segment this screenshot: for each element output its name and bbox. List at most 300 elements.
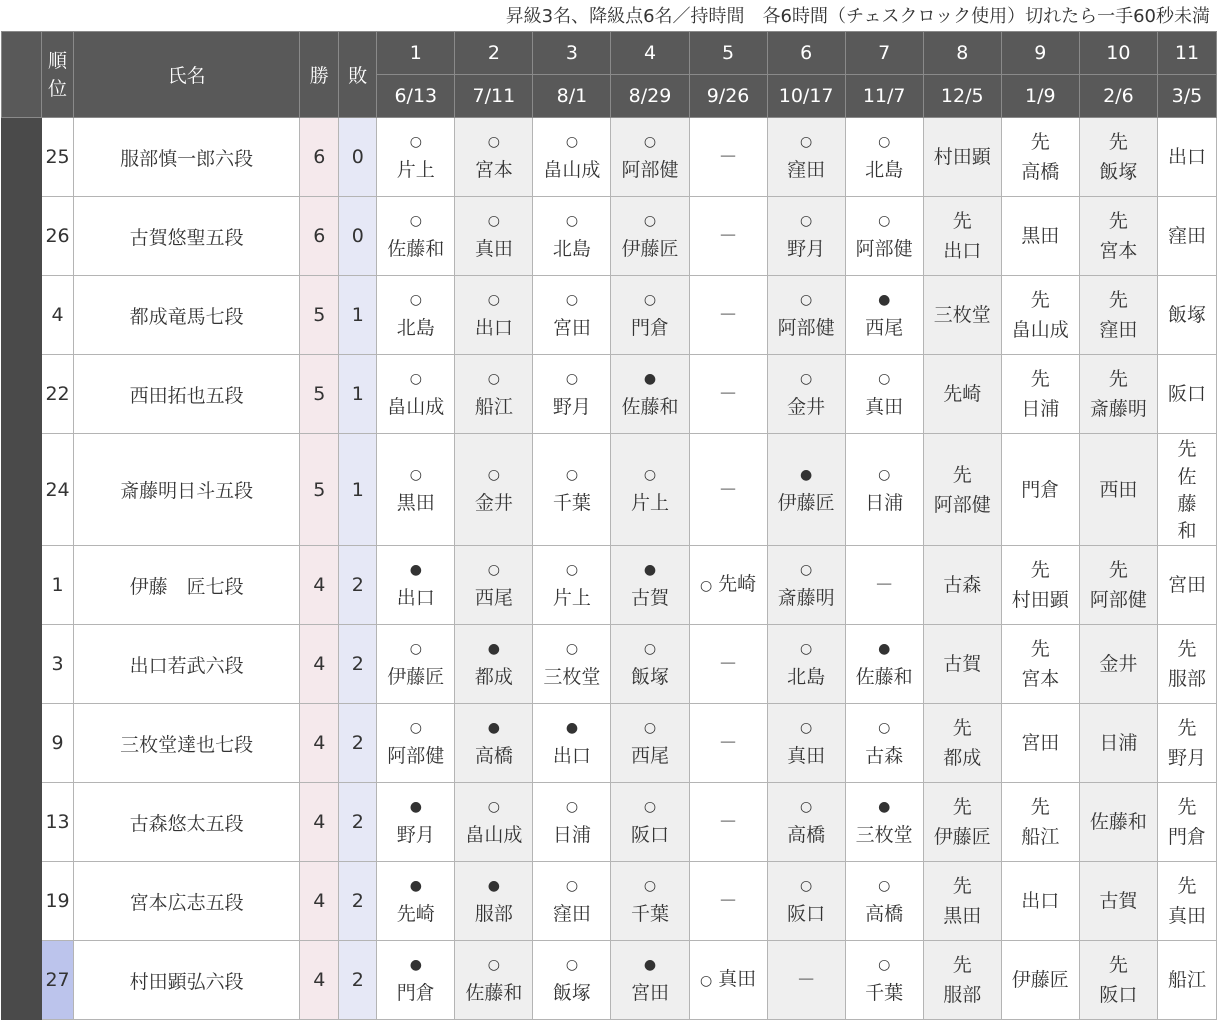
game-cell	[1079, 625, 1157, 704]
player-name: 三枚堂達也七段	[74, 704, 300, 783]
table-row	[2, 862, 1217, 941]
header-losses: 敗	[339, 32, 377, 118]
sente-mark: 先	[1108, 210, 1128, 232]
opponent-name: 真田	[474, 238, 513, 260]
game-cell	[689, 783, 767, 862]
rank-cell: 22	[42, 355, 74, 434]
game-cell	[923, 625, 1001, 704]
game-cell	[767, 355, 845, 434]
header-date-9: 1/9	[1001, 75, 1079, 118]
table-row	[2, 704, 1217, 783]
bye-dash: －	[796, 969, 816, 991]
header-round-9: 9	[1001, 32, 1079, 75]
game-cell	[689, 704, 767, 783]
game-cell	[377, 625, 455, 704]
bye-dash: －	[718, 811, 738, 833]
game-cell	[923, 783, 1001, 862]
table-row	[2, 546, 1217, 625]
wins-cell: 4	[300, 862, 339, 941]
result-mark: ○	[565, 641, 579, 657]
opponent-name: 先崎	[943, 383, 982, 405]
opponent-name: 宮本	[1099, 240, 1138, 262]
game-cell	[455, 625, 533, 704]
header-date-8: 12/5	[923, 75, 1001, 118]
opponent-name: 斎藤明	[777, 587, 835, 609]
opponent-name: 飯塚	[552, 982, 591, 1004]
losses-cell: 2	[339, 546, 377, 625]
rank-cell: 9	[42, 704, 74, 783]
sente-mark: 先	[1030, 131, 1050, 153]
game-cell	[1001, 434, 1079, 546]
game-cell	[767, 704, 845, 783]
game-cell	[767, 783, 845, 862]
opponent-name: 先崎	[396, 903, 435, 925]
opponent-name: 西尾	[474, 587, 513, 609]
result-mark: ○	[643, 720, 657, 736]
header-rank-line2: 位	[48, 77, 68, 100]
result-mark: ○	[565, 292, 579, 308]
sente-mark: 先	[1177, 438, 1197, 460]
row-side-cell	[2, 625, 42, 704]
result-mark: ●	[878, 292, 891, 308]
game-cell	[1079, 862, 1157, 941]
opponent-name: 門倉	[1167, 826, 1206, 848]
sente-mark: 先	[952, 796, 972, 818]
game-cell	[377, 276, 455, 355]
row-side-cell	[2, 704, 42, 783]
header-round-2: 2	[455, 32, 533, 75]
result-mark: ○	[643, 466, 657, 483]
sente-mark: 先	[1108, 954, 1128, 976]
result-mark: ○	[487, 466, 500, 483]
header-date-7: 11/7	[845, 75, 923, 118]
opponent-name: 飯塚	[1167, 304, 1206, 326]
opponent-name: 金井	[787, 396, 826, 418]
opponent-name: 畠山成	[465, 824, 523, 846]
game-cell	[1079, 197, 1157, 276]
game-cell	[689, 276, 767, 355]
opponent-name: 門倉	[396, 982, 435, 1004]
opponent-name: 斎藤明	[1089, 398, 1147, 420]
sente-mark: 先	[1108, 131, 1128, 153]
game-cell	[767, 625, 845, 704]
row-side-cell	[2, 355, 42, 434]
game-cell	[845, 276, 923, 355]
result-mark: ○	[409, 213, 422, 229]
header-date-4: 8/29	[611, 75, 689, 118]
game-cell	[845, 546, 923, 625]
game-cell	[1001, 197, 1079, 276]
game-cell	[1157, 546, 1216, 625]
losses-cell: 2	[339, 704, 377, 783]
sente-mark: 先	[952, 463, 972, 486]
game-cell	[923, 704, 1001, 783]
losses-cell: 0	[339, 197, 377, 276]
opponent-name: 阿部健	[1089, 589, 1147, 611]
bye-dash: －	[718, 304, 738, 326]
opponent-name: 北島	[396, 317, 435, 339]
game-cell	[845, 704, 923, 783]
opponent-name: 畠山成	[543, 159, 601, 181]
game-cell	[1157, 276, 1216, 355]
rank-cell: 13	[42, 783, 74, 862]
opponent-name: 野月	[396, 824, 435, 846]
opponent-name: 高橋	[787, 824, 826, 846]
opponent-name: 真田	[1167, 905, 1206, 927]
game-cell	[611, 862, 689, 941]
opponent-name: 阿部健	[777, 317, 835, 339]
opponent-name: 村田顕	[1011, 589, 1069, 611]
game-cell	[455, 276, 533, 355]
result-mark: ●	[487, 878, 500, 894]
result-mark: ○	[643, 292, 657, 308]
opponent-name: 宮本	[474, 159, 513, 181]
opponent-name: 窪田	[1099, 319, 1138, 341]
game-cell	[1001, 355, 1079, 434]
header-round-3: 3	[533, 32, 611, 75]
result-mark: ○	[800, 292, 813, 308]
game-cell	[455, 197, 533, 276]
opponent-name: 高橋	[474, 745, 513, 767]
game-cell	[455, 704, 533, 783]
header-date-1: 6/13	[377, 75, 455, 118]
game-cell	[377, 546, 455, 625]
result-mark: ○	[487, 134, 500, 150]
game-cell	[533, 118, 611, 197]
sente-mark: 先	[1030, 638, 1050, 660]
game-cell	[611, 783, 689, 862]
result-mark: ○	[487, 292, 500, 308]
game-cell	[1079, 546, 1157, 625]
result-mark: ○	[643, 799, 657, 815]
wins-cell: 5	[300, 276, 339, 355]
opponent-name: 野月	[1167, 747, 1206, 769]
game-cell	[377, 355, 455, 434]
opponent-name: 日浦	[552, 824, 591, 846]
opponent-name: 船江	[474, 396, 513, 418]
result-mark: ○	[487, 371, 500, 387]
result-mark: ○	[643, 134, 657, 150]
opponent-name: 真田	[865, 396, 904, 418]
game-cell	[923, 197, 1001, 276]
result-mark: ○	[878, 213, 891, 229]
opponent-name: 服部	[1167, 668, 1206, 690]
opponent-name-char: 藤	[1177, 493, 1197, 515]
header-date-11: 3/5	[1157, 75, 1216, 118]
opponent-name: 出口	[552, 745, 591, 767]
sente-mark: 先	[952, 717, 972, 739]
game-cell	[611, 704, 689, 783]
opponent-name: 船江	[1021, 826, 1060, 848]
opponent-name: 日浦	[1099, 732, 1138, 754]
losses-cell: 2	[339, 783, 377, 862]
game-cell	[845, 434, 923, 546]
opponent-name: 門倉	[1021, 478, 1060, 501]
losses-cell: 2	[339, 625, 377, 704]
opponent-name: 佐藤和	[1089, 811, 1147, 833]
game-cell	[533, 355, 611, 434]
game-cell	[1157, 197, 1216, 276]
game-cell	[533, 783, 611, 862]
wins-cell: 4	[300, 546, 339, 625]
game-cell	[689, 862, 767, 941]
opponent-name: 伊藤匠	[387, 666, 445, 688]
game-cell	[689, 355, 767, 434]
opponent-name: 佐藤和	[465, 982, 523, 1004]
player-name: 斎藤明日斗五段	[74, 434, 300, 546]
game-cell	[1079, 118, 1157, 197]
game-cell	[923, 862, 1001, 941]
opponent-name: 日浦	[1021, 398, 1060, 420]
opponent-name: 伊藤匠	[933, 826, 991, 848]
opponent-name: 金井	[1099, 653, 1138, 675]
game-cell	[845, 783, 923, 862]
result-mark: ○	[699, 578, 713, 594]
game-cell	[1079, 276, 1157, 355]
opponent-name: 古賀	[943, 653, 982, 675]
result-mark: ○	[409, 641, 422, 657]
result-mark: ○	[878, 466, 891, 483]
game-cell	[689, 546, 767, 625]
opponent-name: 出口	[943, 240, 982, 262]
game-cell	[845, 355, 923, 434]
result-mark: ○	[409, 720, 422, 736]
game-cell	[611, 355, 689, 434]
sente-mark: 先	[1177, 875, 1197, 897]
opponent-name: 高橋	[865, 903, 904, 925]
bye-dash: －	[718, 732, 738, 754]
row-side-cell	[2, 862, 42, 941]
opponent-name: 宮本	[1021, 668, 1060, 690]
rank-cell: 4	[42, 276, 74, 355]
game-cell	[845, 941, 923, 1020]
game-cell	[377, 941, 455, 1020]
player-name: 出口若武六段	[74, 625, 300, 704]
opponent-name: 窪田	[552, 903, 591, 925]
game-cell	[455, 783, 533, 862]
row-side-cell	[2, 434, 42, 546]
opponent-name: 服部	[943, 984, 982, 1006]
rank-cell: 3	[42, 625, 74, 704]
opponent-name: 窪田	[1167, 225, 1206, 247]
row-side-cell	[2, 118, 42, 197]
header-round-8: 8	[923, 32, 1001, 75]
opponent-name: 出口	[1167, 146, 1206, 168]
player-name: 服部慎一郎六段	[74, 118, 300, 197]
sente-mark: 先	[1030, 796, 1050, 818]
opponent-name: 宮田	[552, 317, 591, 339]
game-cell	[1079, 783, 1157, 862]
opponent-name: 北島	[865, 159, 904, 181]
opponent-name: 出口	[1021, 890, 1060, 912]
result-mark: ●	[409, 957, 422, 973]
header-round-5: 5	[689, 32, 767, 75]
losses-cell: 2	[339, 941, 377, 1020]
opponent-name: 千葉	[552, 491, 591, 514]
table-row	[2, 941, 1217, 1020]
header-round-11: 11	[1157, 32, 1216, 75]
result-mark: ○	[800, 134, 813, 150]
result-mark: ○	[565, 466, 579, 483]
opponent-name: 西尾	[865, 317, 904, 339]
header-wins: 勝	[300, 32, 339, 118]
game-cell	[377, 197, 455, 276]
row-side-cell	[2, 197, 42, 276]
table-row	[2, 276, 1217, 355]
header-round-10: 10	[1079, 32, 1157, 75]
game-cell	[1001, 783, 1079, 862]
opponent-name: 佐藤和	[855, 666, 913, 688]
opponent-name: 宮田	[630, 982, 669, 1004]
header-rank	[42, 32, 74, 118]
opponent-name: 門倉	[630, 317, 669, 339]
opponent-name: 伊藤匠	[777, 491, 835, 514]
sente-mark: 先	[952, 210, 972, 232]
opponent-name: 古森	[865, 745, 904, 767]
result-mark: ○	[800, 720, 813, 736]
result-mark: ○	[409, 292, 422, 308]
result-mark: ○	[565, 799, 579, 815]
sente-mark: 先	[1177, 796, 1197, 818]
opponent-name-char: 佐	[1177, 466, 1197, 488]
table-row	[2, 434, 1217, 546]
header-round-4: 4	[611, 32, 689, 75]
rank-cell: 25	[42, 118, 74, 197]
game-cell	[689, 941, 767, 1020]
result-mark: ○	[800, 878, 813, 894]
opponent-name: 金井	[474, 491, 513, 514]
game-cell	[1079, 941, 1157, 1020]
opponent-name: 野月	[787, 238, 826, 260]
game-cell	[1157, 704, 1216, 783]
rank-cell: 27	[42, 941, 74, 1020]
game-cell	[1157, 118, 1216, 197]
game-cell	[455, 862, 533, 941]
result-mark: ●	[487, 641, 500, 657]
game-cell	[455, 118, 533, 197]
header-date-2: 7/11	[455, 75, 533, 118]
opponent-name: 服部	[474, 903, 513, 925]
game-cell	[1001, 704, 1079, 783]
opponent-name: 阿部健	[621, 159, 679, 181]
game-cell	[767, 118, 845, 197]
result-mark: ○	[565, 957, 579, 973]
result-mark: ○	[565, 134, 579, 150]
table-row	[2, 355, 1217, 434]
opponent-name: 畠山成	[387, 396, 445, 418]
opponent-name: 阿部健	[933, 493, 991, 516]
result-mark: ○	[800, 562, 813, 578]
game-cell	[845, 625, 923, 704]
opponent-name: 三枚堂	[933, 304, 991, 326]
game-cell	[689, 118, 767, 197]
opponent-name: 村田顕	[933, 146, 991, 168]
result-mark: ○	[800, 213, 813, 229]
sente-mark: 先	[1177, 638, 1197, 660]
game-cell	[923, 276, 1001, 355]
opponent-name: 船江	[1167, 969, 1206, 991]
game-cell	[1079, 434, 1157, 546]
player-name: 村田顕弘六段	[74, 941, 300, 1020]
result-mark: ○	[565, 213, 579, 229]
table-row	[2, 118, 1217, 197]
game-cell	[377, 434, 455, 546]
sente-mark: 先	[1030, 368, 1050, 390]
opponent-name: 西尾	[630, 745, 669, 767]
opponent-name: 片上	[552, 587, 591, 609]
game-cell	[1157, 941, 1216, 1020]
sente-mark: 先	[1030, 289, 1050, 311]
bye-dash: －	[718, 146, 738, 168]
opponent-name: 阿部健	[855, 238, 913, 260]
game-cell	[377, 118, 455, 197]
game-cell	[533, 862, 611, 941]
wins-cell: 4	[300, 625, 339, 704]
player-name: 宮本広志五段	[74, 862, 300, 941]
header-round-7: 7	[845, 32, 923, 75]
opponent-name: 都成	[474, 666, 513, 688]
game-cell	[377, 783, 455, 862]
game-cell	[1157, 783, 1216, 862]
result-mark: ○	[643, 213, 657, 229]
opponent-name: 阪口	[630, 824, 669, 846]
game-cell	[611, 118, 689, 197]
game-cell	[533, 941, 611, 1020]
wins-cell: 5	[300, 355, 339, 434]
row-side-cell	[2, 783, 42, 862]
opponent-name-char: 和	[1177, 520, 1197, 542]
opponent-name: 阪口	[787, 903, 826, 925]
result-mark: ●	[878, 641, 891, 657]
losses-cell: 1	[339, 276, 377, 355]
game-cell	[1079, 355, 1157, 434]
game-cell	[1001, 862, 1079, 941]
game-cell	[767, 862, 845, 941]
header-rank-line1: 順	[48, 49, 68, 72]
game-cell	[689, 434, 767, 546]
result-mark: ●	[409, 562, 422, 578]
result-mark: ○	[878, 720, 891, 736]
header-date-5: 9/26	[689, 75, 767, 118]
game-cell	[611, 625, 689, 704]
table-row	[2, 197, 1217, 276]
rank-cell: 24	[42, 434, 74, 546]
row-side-cell	[2, 546, 42, 625]
opponent-name: 北島	[787, 666, 826, 688]
league-table	[1, 31, 1217, 1020]
header-name: 氏名	[74, 32, 300, 118]
opponent-name: 阿部健	[387, 745, 445, 767]
game-cell	[533, 546, 611, 625]
opponent-name: 黒田	[396, 491, 435, 514]
game-cell	[455, 434, 533, 546]
game-cell	[923, 941, 1001, 1020]
result-mark: ○	[800, 641, 813, 657]
game-cell	[611, 546, 689, 625]
bye-dash: －	[718, 383, 738, 405]
game-cell	[845, 862, 923, 941]
game-cell	[923, 118, 1001, 197]
result-mark: ○	[878, 957, 891, 973]
result-mark: ○	[487, 799, 500, 815]
opponent-name: 千葉	[630, 903, 669, 925]
game-cell	[923, 434, 1001, 546]
game-cell	[533, 197, 611, 276]
game-cell	[1001, 625, 1079, 704]
opponent-name: 古賀	[630, 587, 669, 609]
opponent-name: 真田	[787, 745, 826, 767]
opponent-name: 三枚堂	[855, 824, 913, 846]
